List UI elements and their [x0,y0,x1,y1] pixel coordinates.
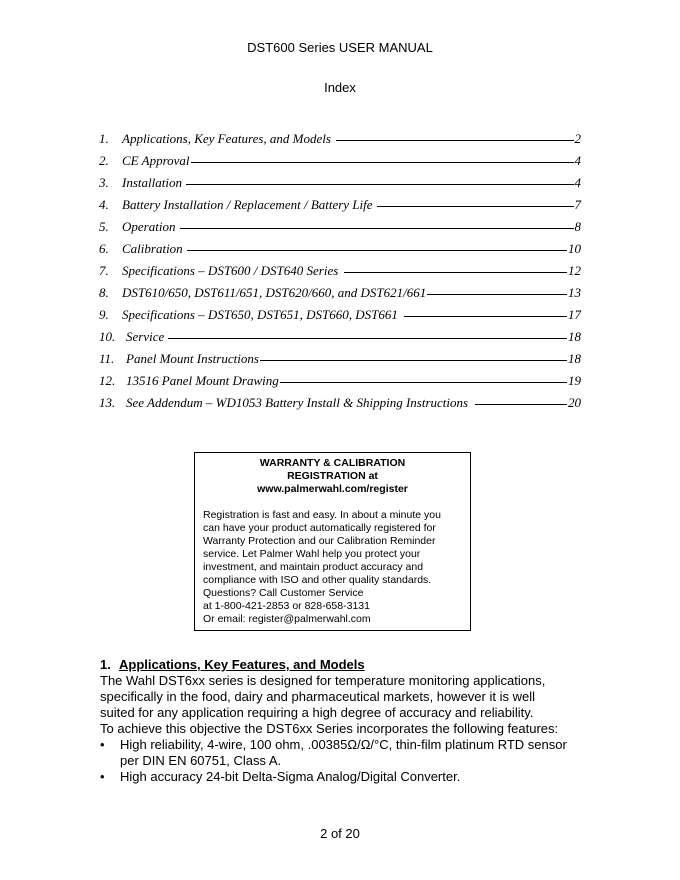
toc-entry[interactable] [99,153,581,175]
toc-entry-title: Specifications – DST650, DST651, DST660, DST661 [122,307,398,322]
toc-entry-title: Calibration [122,241,183,256]
toc-leader-line [191,162,574,163]
index-title: Index [324,80,356,95]
warranty-body-line: can have your product automatically registered for [203,522,436,534]
warranty-body-line: service. Let Palmer Wahl help you protect your [203,548,421,560]
toc-entry-number: 9. [99,307,109,322]
toc-leader-line [427,294,567,295]
toc-leader-line [180,228,573,229]
toc-entry-title: Installation [122,175,182,190]
toc-leader-line [377,206,574,207]
toc-entry-title: Operation [122,219,176,234]
toc-entry-page: 4 [574,175,581,190]
table-of-contents [99,131,581,417]
feature-text: High reliability, 4-wire, 100 ohm, .00385Ω/Ω/°C, thin-film platinum RTD sensor per DIN EN 60751, Class A. [120,737,567,768]
toc-entry-number: 7. [99,263,109,278]
toc-leader-line [344,272,567,273]
toc-entry-number: 11. [99,351,115,366]
warranty-email-line: Or email: register@palmerwahl.com [203,613,371,625]
warranty-body [203,509,462,626]
toc-entry-title: See Addendum – WD1053 Battery Install & Shipping Instructions [126,395,469,410]
paragraph-line: specifically in the food, dairy and pharmaceutical markets, however it is well [100,689,535,704]
feature-text: High accuracy 24-bit Delta-Sigma Analog/Digital Converter. [120,769,461,784]
paragraph-line: The Wahl DST6xx series is designed for temperature monitoring applications, [100,673,546,688]
toc-entry-page: 7 [574,197,581,212]
toc-entry-number: 2. [99,153,109,168]
feature-list-item [100,737,580,769]
warranty-body-line: compliance with ISO and other quality standards. [203,574,432,586]
warranty-body-line: Questions? Call Customer Service [203,587,364,599]
toc-entry[interactable] [99,131,581,153]
section-title: Applications, Key Features, and Models [119,657,365,672]
warranty-heading-line-1: WARRANTY & CALIBRATION [259,457,406,469]
toc-entry-number: 6. [99,241,109,256]
toc-entry-page: 20 [568,395,581,410]
bullet-icon: • [100,769,105,784]
toc-entry-number: 8. [99,285,109,300]
toc-entry[interactable] [99,285,581,307]
feature-list-item [100,769,580,785]
toc-entry[interactable] [99,373,581,395]
section-heading [100,657,580,673]
toc-entry-title: Specifications – DST600 / DST640 Series [122,263,339,278]
toc-entry-number: 10. [99,329,116,344]
warranty-body-line: Warranty Protection and our Calibration Reminder [203,535,436,547]
toc-leader-line [260,360,567,361]
toc-entry[interactable] [99,329,581,351]
toc-entry-page: 18 [568,329,581,344]
warranty-register-link[interactable]: www.palmerwahl.com/register [257,483,408,495]
toc-entry-title: Applications, Key Features, and Models [122,131,331,146]
toc-entry-page: 18 [568,351,581,366]
toc-entry[interactable] [99,175,581,197]
toc-entry-number: 5. [99,219,109,234]
toc-entry[interactable] [99,197,581,219]
warranty-phone-line: at 1-800-421-2853 or 828-658-3131 [203,600,370,612]
section-number: 1. [100,657,111,672]
toc-entry-title: Battery Installation / Replacement / Battery Life [122,197,373,212]
toc-entry-number: 4. [99,197,109,212]
toc-leader-line [336,140,574,141]
toc-entry-page: 2 [574,131,581,146]
toc-entry-number: 12. [99,373,116,388]
toc-entry[interactable] [99,307,581,329]
toc-entry-page: 8 [574,219,581,234]
bullet-icon: • [100,737,105,752]
warranty-body-line: Registration is fast and easy. In about a minute you [203,509,441,521]
toc-entry-number: 13. [99,395,116,410]
toc-entry-page: 17 [568,307,581,322]
toc-entry-page: 12 [568,263,581,278]
toc-entry[interactable] [99,263,581,285]
paragraph-line: suited for any application requiring a high degree of accuracy and reliability. [100,705,534,720]
toc-entry[interactable] [99,241,581,263]
toc-entry-title: CE Approval [122,153,190,168]
warranty-registration-box [194,452,471,631]
toc-entry-page: 13 [568,285,581,300]
toc-entry-title: Panel Mount Instructions [126,351,259,366]
section-applications [100,657,580,785]
toc-entry[interactable] [99,351,581,373]
toc-entry-title: 13516 Panel Mount Drawing [126,373,279,388]
warranty-body-line: investment, and maintain product accuracy and [203,561,424,573]
toc-entry-number: 1. [99,131,109,146]
toc-leader-line [404,316,567,317]
toc-entry-page: 19 [568,373,581,388]
page-number: 2 of 20 [320,826,360,841]
feature-list [100,737,580,785]
toc-leader-line [475,404,567,405]
toc-leader-line [187,250,567,251]
toc-entry-page: 10 [568,241,581,256]
warranty-heading-line-2: REGISTRATION at [287,470,378,482]
page-header: DST600 Series USER MANUAL [247,40,433,55]
toc-entry[interactable] [99,219,581,241]
toc-entry-title: Service [126,329,165,344]
toc-entry[interactable] [99,395,581,417]
toc-entry-number: 3. [99,175,109,190]
toc-leader-line [168,338,567,339]
toc-entry-title: DST610/650, DST611/651, DST620/660, and DST621/661 [122,285,427,300]
toc-entry-page: 4 [574,153,581,168]
paragraph-line: To achieve this objective the DST6xx Series incorporates the following features: [100,721,559,736]
toc-leader-line [186,184,574,185]
toc-leader-line [280,382,567,383]
